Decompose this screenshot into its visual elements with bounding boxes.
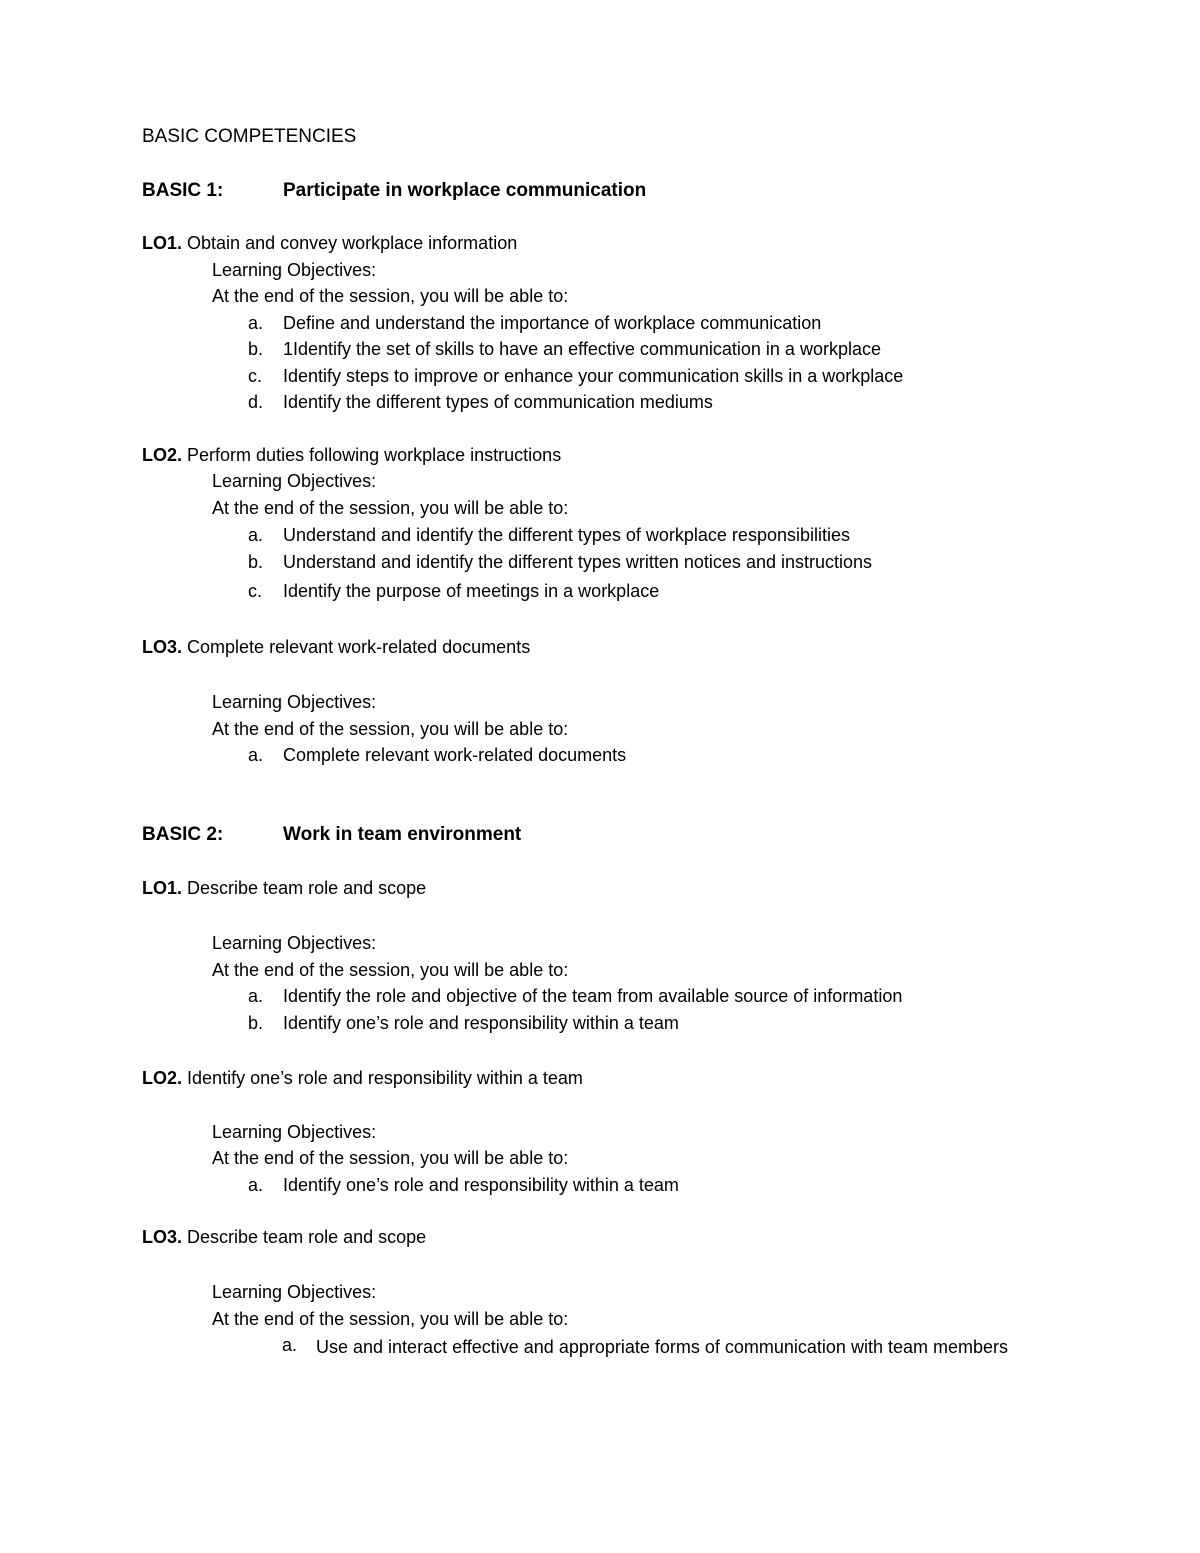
list-item-letter: a. (248, 313, 264, 333)
basic-1-label: BASIC 1: (142, 180, 224, 201)
list-item: Identify one’s role and responsibility within a team (283, 1013, 679, 1033)
objectives-intro: At the end of the session, you will be able to: (212, 960, 569, 980)
list-item-letter: d. (248, 392, 264, 412)
lo-heading (142, 636, 530, 658)
objectives-intro: At the end of the session, you will be able to: (212, 498, 569, 518)
objectives-label: Learning Objectives: (212, 260, 377, 280)
list-item: 1Identify the set of skills to have an effective communication in a workplace (283, 339, 881, 359)
list-item: Identify the different types of communication mediums (283, 392, 713, 412)
objectives-label: Learning Objectives: (212, 933, 377, 953)
objectives-label: Learning Objectives: (212, 471, 377, 491)
list-item-letter: c. (248, 581, 263, 601)
objectives-label: Learning Objectives: (212, 1122, 377, 1142)
list-item: Identify one’s role and responsibility within a team (283, 1175, 679, 1195)
objectives-intro: At the end of the session, you will be able to: (212, 1148, 569, 1168)
list-item: Identify the purpose of meetings in a workplace (283, 581, 660, 601)
lo-code: LO1. (142, 233, 183, 253)
lo-code: LO1. (142, 878, 183, 898)
lo-title: Complete relevant work-related documents (187, 637, 531, 657)
basic-2-title: Work in team environment (283, 824, 522, 845)
lo-title: Identify one’s role and responsibility within a team (187, 1068, 583, 1088)
list-item-letter: b. (248, 552, 264, 572)
lo-heading (142, 877, 426, 899)
list-item: Understand and identify the different types written notices and instructions (283, 552, 873, 572)
objectives-intro: At the end of the session, you will be able to: (212, 719, 569, 739)
lo-code: LO2. (142, 1068, 183, 1088)
lo-code: LO2. (142, 445, 183, 465)
document-title: BASIC COMPETENCIES (142, 126, 357, 147)
list-item-letter: a. (248, 525, 264, 545)
basic-2-label: BASIC 2: (142, 824, 224, 845)
lo-heading (142, 1067, 583, 1089)
list-item-letter: a. (248, 745, 264, 765)
list-item: Identify the role and objective of the team from available source of information (283, 986, 903, 1006)
list-item-letter: b. (248, 1013, 264, 1033)
objectives-label: Learning Objectives: (212, 692, 377, 712)
lo-code: LO3. (142, 1227, 183, 1247)
lo-heading (142, 1226, 426, 1248)
lo-title: Describe team role and scope (187, 1227, 427, 1247)
basic-1-title: Participate in workplace communication (283, 180, 647, 201)
list-item: Define and understand the importance of workplace communication (283, 313, 822, 333)
list-item-letter: c. (248, 366, 263, 386)
list-item: Use and interact effective and appropriate forms of communication with team members (316, 1337, 1008, 1357)
objectives-intro: At the end of the session, you will be able to: (212, 1309, 569, 1329)
list-item: Understand and identify the different types of workplace responsibilities (283, 525, 850, 545)
list-item-letter: a. (282, 1335, 298, 1355)
lo-code: LO3. (142, 637, 183, 657)
objectives-label: Learning Objectives: (212, 1282, 377, 1302)
objectives-intro: At the end of the session, you will be able to: (212, 286, 569, 306)
lo-title: Obtain and convey workplace information (187, 233, 518, 253)
lo-heading (142, 444, 561, 466)
list-item: Complete relevant work-related documents (283, 745, 627, 765)
list-item-letter: a. (248, 1175, 264, 1195)
list-item: Identify steps to improve or enhance your communication skills in a workplace (283, 366, 904, 386)
list-item-letter: a. (248, 986, 264, 1006)
lo-heading (142, 232, 517, 254)
lo-title: Perform duties following workplace instructions (187, 445, 562, 465)
list-item-letter: b. (248, 339, 264, 359)
lo-title: Describe team role and scope (187, 878, 427, 898)
